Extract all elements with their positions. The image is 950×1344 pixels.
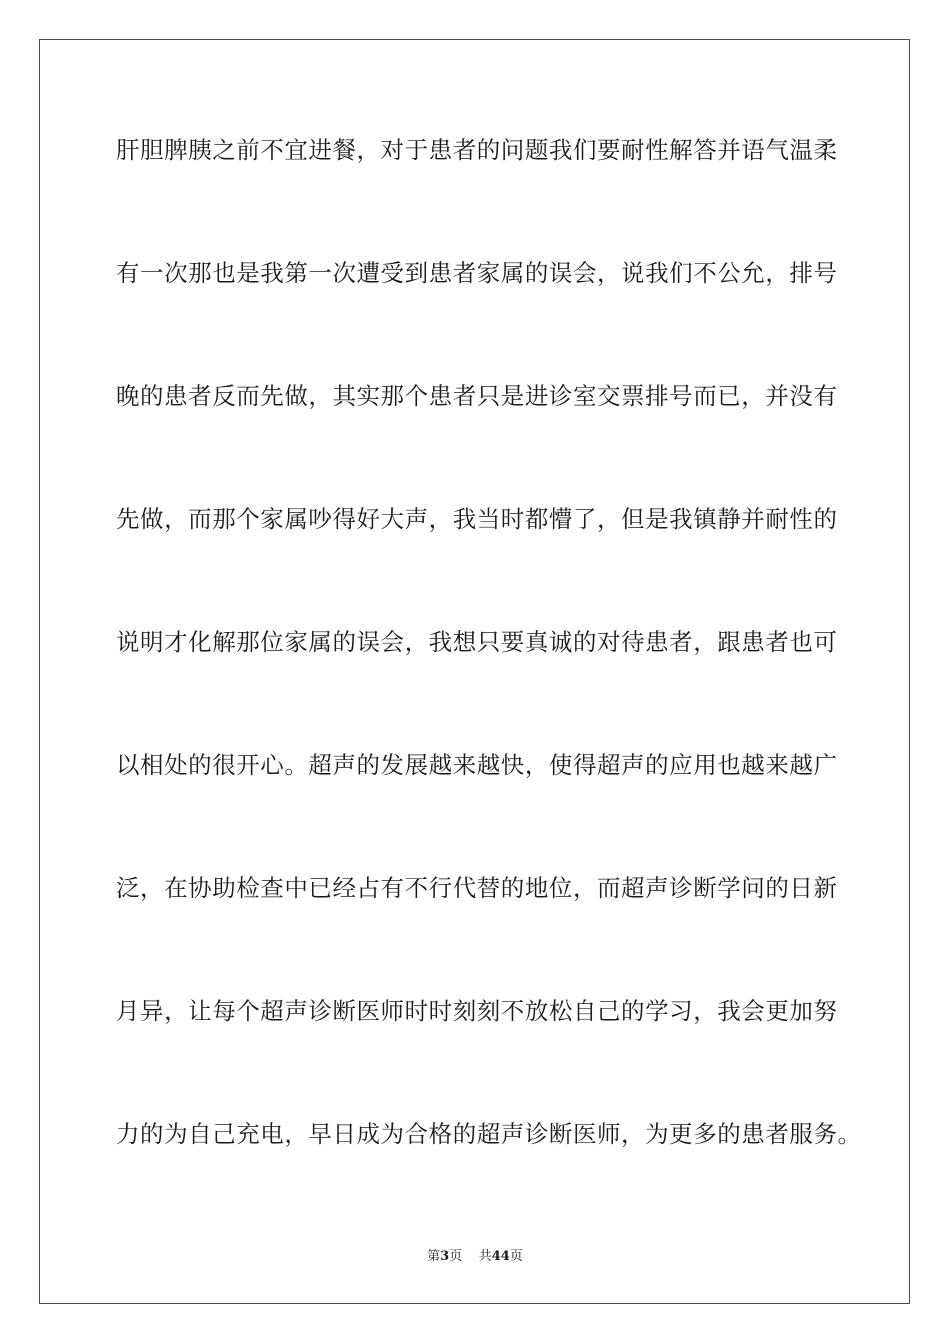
text-line-2: 有一次那也是我第一次遭受到患者家属的误会，说我们不公允，排号 — [116, 259, 838, 287]
total-prefix: 共 — [478, 1249, 492, 1264]
total-pages: 44 — [491, 1249, 510, 1264]
text-line-1: 肝胆脾胰之前不宜进餐，对于患者的问题我们要耐性解答并语气温柔 — [116, 136, 838, 164]
page-suffix: 页 — [449, 1249, 463, 1264]
text-line-7: 泛，在协助检查中已经占有不行代替的地位，而超声诊断学问的日新 — [116, 874, 838, 902]
total-suffix: 页 — [509, 1249, 523, 1264]
text-line-4: 先做，而那个家属吵得好大声，我当时都懵了，但是我镇静并耐性的 — [116, 505, 838, 533]
text-line-8: 月异，让每个超声诊断医师时时刻刻不放松自己的学习，我会更加努 — [116, 997, 838, 1025]
text-line-9: 力的为自己充电，早日成为合格的超声诊断医师，为更多的患者服务。 — [116, 1120, 862, 1148]
text-line-6: 以相处的很开心。超声的发展越来越快，使得超声的应用也越来越广 — [116, 751, 838, 779]
page-number: 3 — [440, 1249, 450, 1264]
text-line-3: 晚的患者反而先做，其实那个患者只是进诊室交票排号而已，并没有 — [116, 382, 838, 410]
page-border — [39, 39, 910, 1304]
page-footer — [0, 1248, 950, 1266]
text-line-5: 说明才化解那位家属的误会，我想只要真诚的对待患者，跟患者也可 — [116, 628, 838, 656]
page-prefix: 第 — [427, 1249, 441, 1264]
